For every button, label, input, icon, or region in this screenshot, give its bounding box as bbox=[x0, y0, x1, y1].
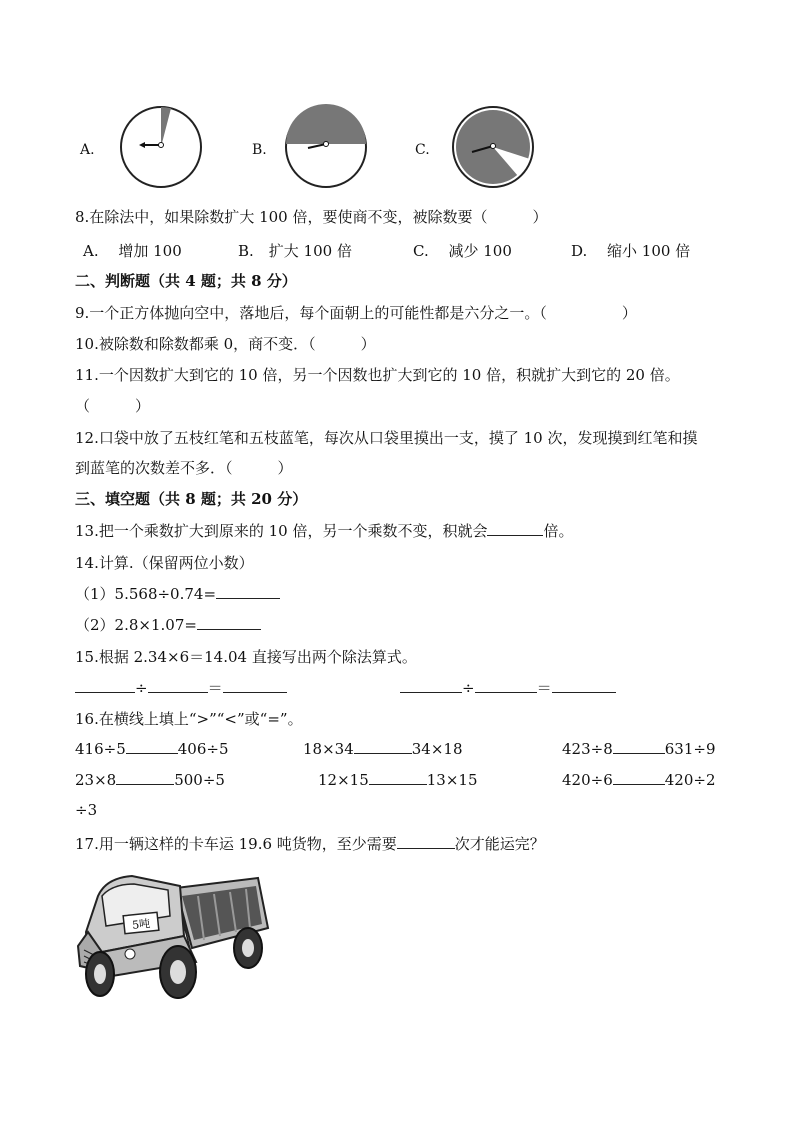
q8-choice-b: B. 扩大 100 倍 bbox=[238, 242, 352, 260]
q16-expr: 18×34 bbox=[303, 740, 354, 758]
q16-r2-c1 bbox=[75, 770, 225, 789]
q15-blank-1[interactable] bbox=[75, 678, 135, 693]
truck-icon bbox=[72, 866, 272, 1006]
divide-sign: ÷ bbox=[135, 679, 148, 697]
q14-item2 bbox=[75, 614, 261, 635]
q15-equation-1 bbox=[75, 677, 287, 698]
q8-choice-a: A. 增加 100 bbox=[83, 242, 182, 260]
q14-item2-blank[interactable] bbox=[197, 615, 261, 630]
q11-text: 11.一个因数扩大到它的 10 倍，另一个因数也扩大到它的 10 倍，积就扩大到它的 20 倍。 bbox=[75, 366, 680, 384]
q17 bbox=[75, 833, 545, 854]
q15-blank-6[interactable] bbox=[552, 678, 616, 693]
q9-text: 9.一个正方体抛向空中，落地后，每个面朝上的可能性都是六分之一。（ ） bbox=[75, 304, 637, 322]
q14-item1-blank[interactable] bbox=[216, 584, 280, 599]
q15-blank-4[interactable] bbox=[400, 678, 462, 693]
clock-c-icon bbox=[450, 104, 536, 190]
q16-blank[interactable] bbox=[613, 770, 665, 785]
equals-sign: ＝ bbox=[207, 679, 223, 697]
q8-choice-d: D. 缩小 100 倍 bbox=[571, 242, 691, 260]
q14-item1-label: （1）5.568÷0.74= bbox=[75, 585, 217, 603]
q11-paren: （ ） bbox=[75, 397, 151, 415]
divide-sign: ÷ bbox=[462, 679, 475, 697]
clock-b-icon bbox=[283, 104, 369, 190]
q8-choice-c: C. 减少 100 bbox=[413, 242, 512, 260]
q12-line2: 到蓝笔的次数差不多．（ ） bbox=[75, 459, 293, 477]
equals-sign: ＝ bbox=[536, 679, 552, 697]
q16-blank[interactable] bbox=[116, 770, 174, 785]
q16-blank[interactable] bbox=[613, 739, 665, 754]
option-b-label: B. bbox=[252, 142, 267, 158]
q16-blank[interactable] bbox=[369, 770, 427, 785]
q15-text: 15.根据 2.34×6＝14.04 直接写出两个除法算式。 bbox=[75, 648, 417, 666]
q14-item1 bbox=[75, 583, 280, 604]
q16-r1-c2 bbox=[303, 739, 463, 758]
q13-blank[interactable] bbox=[487, 521, 543, 536]
q16-expr: 423÷8 bbox=[562, 740, 613, 758]
q17-text-after: 次才能运完？ bbox=[454, 835, 545, 853]
q16-blank[interactable] bbox=[354, 739, 412, 754]
q17-text-before: 17.用一辆这样的卡车运 19.6 吨货物，至少需要 bbox=[75, 835, 397, 853]
section-3-title: 三、填空题（共 8 题；共 20 分） bbox=[75, 490, 308, 508]
q16-expr: 500÷5 bbox=[174, 771, 225, 789]
q16-expr: 416÷5 bbox=[75, 740, 126, 758]
q13-text-after: 倍。 bbox=[543, 522, 574, 540]
q16-expr: 420÷2 bbox=[664, 771, 716, 789]
q16-blank[interactable] bbox=[126, 739, 178, 754]
q13-text-before: 13.把一个乘数扩大到原来的 10 倍，另一个乘数不变，积就会 bbox=[75, 522, 488, 540]
q16-expr: 13×15 bbox=[426, 771, 478, 789]
q16-expr: 23×8 bbox=[75, 771, 117, 789]
option-c-label: C. bbox=[415, 142, 430, 158]
section-2-title: 二、判断题（共 4 题；共 8 分） bbox=[75, 272, 297, 290]
q16-expr: 406÷5 bbox=[177, 740, 229, 758]
clock-a-icon bbox=[118, 104, 204, 190]
q17-blank[interactable] bbox=[397, 834, 455, 849]
truck-label: 5吨 bbox=[131, 917, 151, 932]
q16-r1-c3 bbox=[562, 739, 716, 758]
q16-expr: 420÷6 bbox=[562, 771, 613, 789]
q16-expr: 12×15 bbox=[318, 771, 369, 789]
q16-text: 16.在横线上填上“>”“<”或“=”。 bbox=[75, 710, 303, 728]
q12-line1: 12.口袋中放了五枝红笔和五枝蓝笔，每次从口袋里摸出一支，摸了 10 次，发现摸到红笔和摸 bbox=[75, 429, 698, 447]
q15-blank-2[interactable] bbox=[148, 678, 208, 693]
q16-expr: 631÷9 bbox=[664, 740, 716, 758]
q16-r2-c3 bbox=[562, 770, 716, 789]
q15-blank-5[interactable] bbox=[475, 678, 537, 693]
q16-r2-c2 bbox=[318, 770, 478, 789]
q16-r1-c1 bbox=[75, 739, 229, 758]
q14-item2-label: （2）2.8×1.07= bbox=[75, 616, 197, 634]
q10-text: 10.被除数和除数都乘 0，商不变．（ ） bbox=[75, 335, 376, 353]
q14-text: 14.计算.（保留两位小数） bbox=[75, 554, 254, 572]
q15-equation-2 bbox=[400, 677, 616, 698]
q16-expr: 34×18 bbox=[411, 740, 463, 758]
q15-blank-3[interactable] bbox=[223, 678, 287, 693]
q8-text: 8.在除法中，如果除数扩大 100 倍，要使商不变，被除数要（ ） bbox=[75, 208, 548, 226]
q13 bbox=[75, 520, 574, 541]
q16-wrap: ÷3 bbox=[75, 801, 98, 819]
option-a-label: A. bbox=[80, 142, 95, 158]
